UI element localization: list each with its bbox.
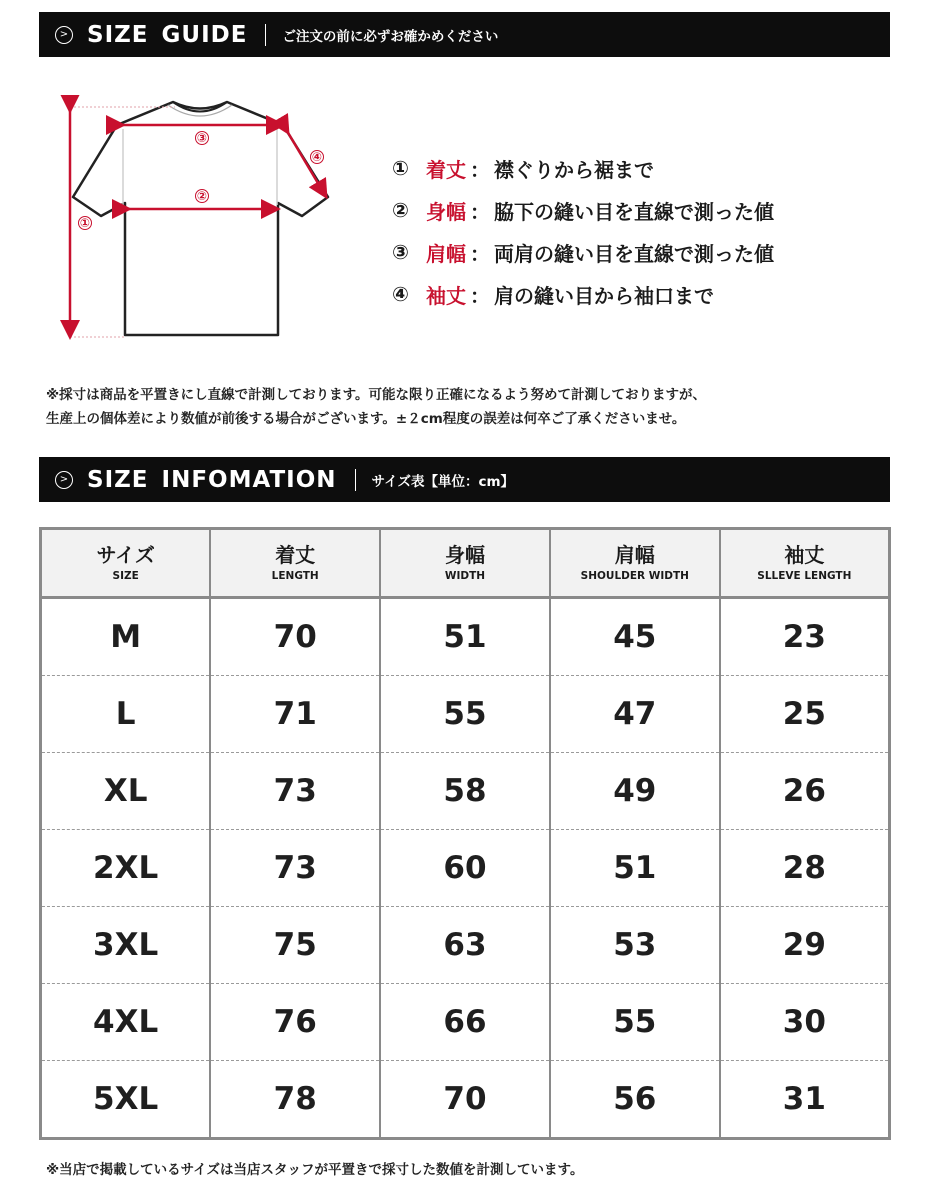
cell-length: 73 [210,753,380,830]
legend-number: ③ [392,240,409,264]
tshirt-measurement-diagram [55,95,345,345]
cell-sleeve: 25 [720,676,890,753]
legend-item-length [392,147,774,189]
cell-sleeve: 26 [720,753,890,830]
size-info-title: SIZE INFOMATION [87,466,337,493]
cell-size: XL [41,753,211,830]
legend-colon: ： [470,199,490,224]
footer-note: ※当店で掲載しているサイズは当店スタッフが平置きで採寸した数値を計測しています。 [46,1162,584,1178]
cell-shoulder: 56 [550,1061,720,1139]
size-guide-header [39,12,890,57]
chevron-right-circle-icon: > [55,26,73,44]
legend-colon: ： [470,241,490,266]
size-info-header [39,457,890,502]
size-info-subtitle: サイズ表【単位：cm】 [371,473,515,490]
size-guide-subtitle: ご注文の前に必ずお確かめください [282,28,499,45]
marker-shoulder: ③ [196,131,208,145]
size-table [39,527,891,1140]
legend-number: ② [392,198,409,222]
chevron-right-circle-icon: > [55,471,73,489]
table-row [41,984,890,1061]
cell-width: 58 [380,753,550,830]
cell-shoulder: 51 [550,830,720,907]
legend-term: 着丈 [426,157,466,182]
cell-length: 75 [210,907,380,984]
table-header-row [41,529,890,598]
header-length: 着丈 LENGTH [210,529,380,598]
cell-shoulder: 53 [550,907,720,984]
cell-size: 3XL [41,907,211,984]
cell-width: 63 [380,907,550,984]
cell-shoulder: 45 [550,598,720,676]
legend-description: 両肩の縫い目を直線で測った値 [494,241,774,266]
legend-term: 身幅 [426,199,466,224]
cell-size: 5XL [93,1081,159,1117]
header-divider [355,469,356,491]
measurement-note-line: 生産上の個体差により数値が前後する場合がございます。±２cm程度の誤差は何卒ご了承くださいませ。 [46,411,686,427]
cell-length: 70 [210,598,380,676]
legend-item-sleeve [392,273,774,315]
cell-length: 76 [210,984,380,1061]
legend-colon: ： [470,283,490,308]
cell-length: 73 [210,830,380,907]
measurement-note-line: ※採寸は商品を平置きにし直線で計測しております。可能な限り正確になるよう努めて計測しておりますが、 [46,387,707,403]
legend-description: 肩の縫い目から袖口まで [494,283,714,308]
table-row [41,598,890,676]
legend-term: 肩幅 [426,241,466,266]
cell-sleeve: 28 [720,830,890,907]
cell-sleeve: 31 [720,1061,890,1139]
table-row [41,676,890,753]
table-row [41,753,890,830]
header-width: 身幅 WIDTH [380,529,550,598]
marker-sleeve: ④ [311,150,323,164]
legend-description: 襟ぐりから裾まで [494,157,654,182]
cell-width: 70 [380,1061,550,1139]
cell-width: 51 [380,598,550,676]
header-size: サイズ SIZE [41,529,211,598]
header-sleeve-length: 袖丈 SLLEVE LENGTH [720,529,890,598]
cell-sleeve: 30 [720,984,890,1061]
cell-shoulder: 55 [550,984,720,1061]
legend-number: ① [392,156,409,180]
legend-description: 脇下の縫い目を直線で測った値 [494,199,774,224]
table-row [41,1061,890,1139]
legend-colon: ： [470,157,490,182]
legend-item-shoulder [392,231,774,273]
cell-sleeve: 23 [720,598,890,676]
measurement-note [46,383,706,431]
cell-length: 78 [210,1061,380,1139]
cell-width: 55 [380,676,550,753]
legend-term: 袖丈 [426,283,466,308]
table-row [41,907,890,984]
size-guide-title: SIZE GUIDE [87,21,248,48]
cell-shoulder: 47 [550,676,720,753]
marker-width: ② [196,189,208,203]
cell-shoulder: 49 [550,753,720,830]
cell-width: 60 [380,830,550,907]
cell-length: 71 [210,676,380,753]
legend-number: ④ [392,282,409,306]
marker-length: ① [79,216,91,230]
header-divider [265,24,266,46]
header-shoulder-width: 肩幅 SHOULDER WIDTH [550,529,720,598]
cell-size: M [41,598,211,676]
measurement-legend [392,147,774,315]
table-row [41,830,890,907]
cell-width: 66 [380,984,550,1061]
cell-sleeve: 29 [720,907,890,984]
cell-size: 2XL [41,830,211,907]
cell-size: 4XL [41,984,211,1061]
cell-size: L [41,676,211,753]
legend-item-width [392,189,774,231]
